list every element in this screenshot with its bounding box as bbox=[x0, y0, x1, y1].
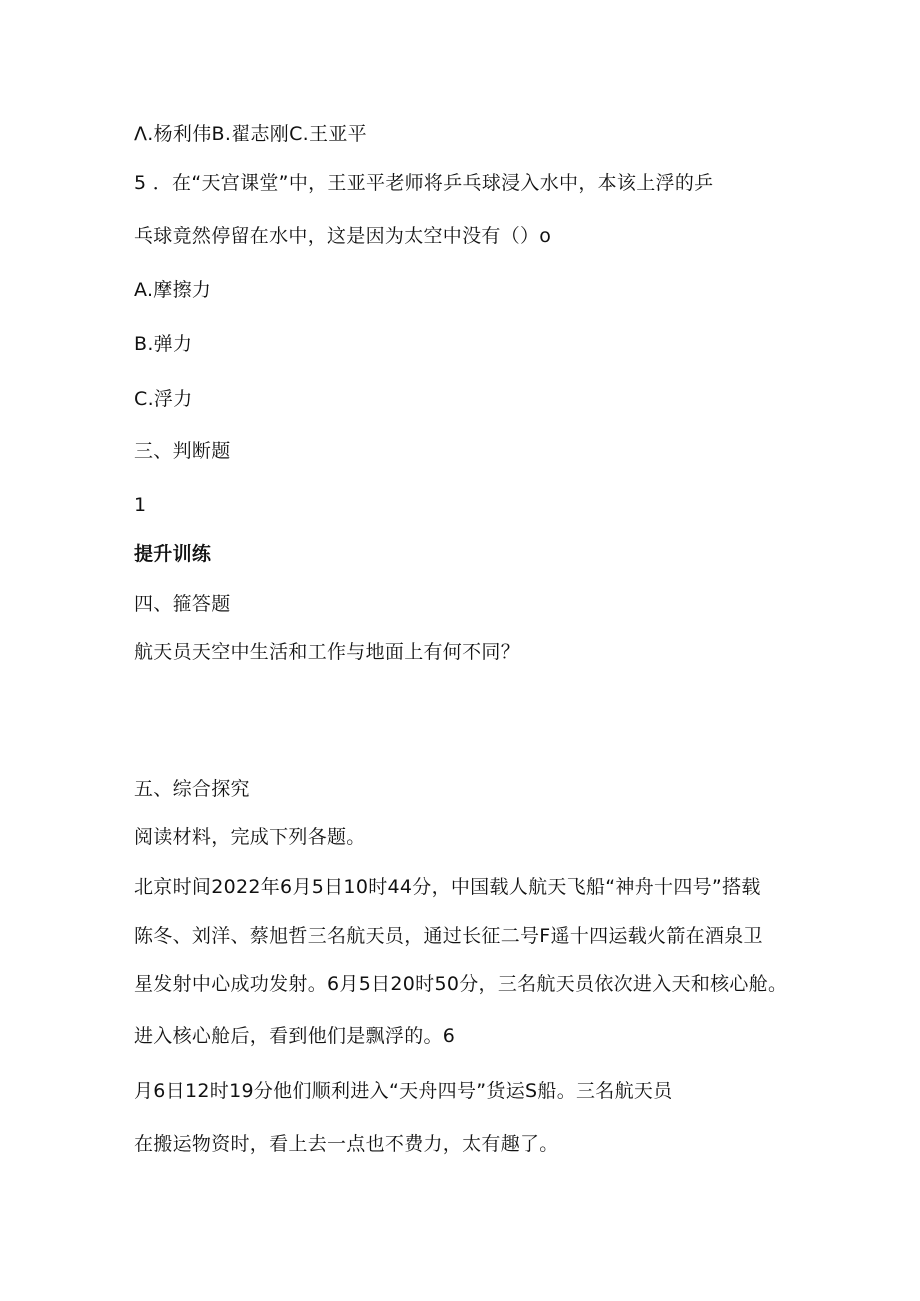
reading-passage-line-2: 陈冬、刘洋、蔡旭哲三名航天员，通过长征二号F遥十四运载火箭在酒泉卫 bbox=[134, 925, 763, 947]
section-heading-judgment: 三、判断题 bbox=[134, 440, 231, 462]
answer-options-q4: Λ.杨利伟B.翟志刚C.王亚平 bbox=[134, 123, 367, 145]
section-heading-comprehensive: 五、综合探究 bbox=[134, 778, 250, 800]
reading-passage-line-4: 进入核心舱后，看到他们是飘浮的。6 bbox=[134, 1025, 456, 1047]
question-5-line-1: 5 ．在“天宫课堂”中，王亚平老师将乒乓球浸入水中，本该上浮的乒 bbox=[134, 172, 714, 194]
reading-passage-line-6: 在搬运物资时，看上去一点也不费力，太有趣了。 bbox=[134, 1133, 559, 1155]
reading-instruction: 阅读材料，完成下列各题。 bbox=[134, 826, 366, 848]
option-b: B.弹力 bbox=[134, 333, 193, 355]
option-c: C.浮力 bbox=[134, 388, 193, 410]
option-a: A.摩擦力 bbox=[134, 279, 212, 301]
reading-passage-line-1: 北京时间2022年6月5日10时44分，中国载人航天飞船“神舟十四号”搭载 bbox=[134, 876, 761, 898]
reading-passage-line-3: 星发射中心成功发射。6月5日20时50分，三名航天员依次进入天和核心舱。 bbox=[134, 973, 788, 995]
section-heading-short-answer: 四、箍答题 bbox=[134, 593, 231, 615]
question-5-line-2: 乓球竟然停留在水中，这是因为太空中没有（）o bbox=[134, 225, 552, 247]
section-heading-improvement: 提升训练 bbox=[134, 543, 212, 565]
reading-passage-line-5: 月6日12时19分他们顺利进入“天舟四号”货运S船。三名航天员 bbox=[134, 1080, 673, 1102]
short-answer-question: 航天员天空中生活和工作与地面上有何不同？ bbox=[134, 641, 521, 663]
question-number: 1 bbox=[134, 494, 147, 516]
